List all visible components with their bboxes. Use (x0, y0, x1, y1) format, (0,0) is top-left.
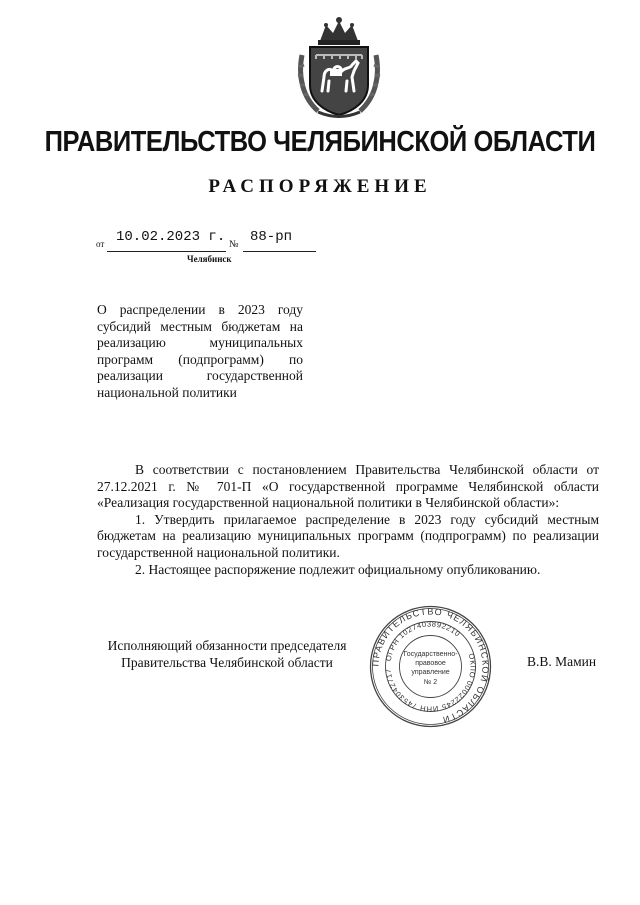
document-body (97, 462, 599, 578)
signer-title-line-1: Исполняющий обязанности председателя (107, 638, 347, 653)
stamp-center-line-2: правовое (415, 660, 446, 667)
stamp-inn: ИНН 7453042717 (383, 667, 439, 714)
document-type: РАСПОРЯЖЕНИЕ (208, 176, 432, 197)
body-paragraph-3: 2. Настоящее распоряжение подлежит официальному опубликованию. (135, 561, 541, 577)
document-date: 10.02.2023 г. (116, 229, 226, 245)
official-stamp (368, 604, 493, 729)
document-number: 88-рп (250, 229, 293, 245)
signer-title (97, 637, 357, 671)
stamp-center-line-3: управление (411, 669, 450, 676)
document-city: Челябинск (187, 254, 232, 264)
number-underline (243, 251, 316, 252)
body-paragraph-1: В соответствии с постановлением Правительства Челябинской области от 27.12.2021 г. № 701-П «О государственной программе Челябинской области «Реализация государственной национальной политики в Челябинской области»: (97, 462, 599, 511)
number-prefix: № (229, 239, 239, 250)
government-title: ПРАВИТЕЛЬСТВО ЧЕЛЯБИНСКОЙ ОБЛАСТИ (44, 126, 596, 158)
date-underline (107, 251, 226, 252)
stamp-outer-text: ПРАВИТЕЛЬСТВО ЧЕЛЯБИНСКОЙ ОБЛАСТИ (370, 606, 491, 726)
document-subject: О распределении в 2023 году субсидий местным бюджетам на реализацию муниципальных программ (подпрограмм) по реализации государственной национальной политики (97, 302, 303, 400)
date-prefix: от (96, 239, 105, 249)
signer-name: В.В. Мамин (527, 654, 597, 669)
coat-of-arms-icon (296, 15, 382, 118)
stamp-center-line-4: № 2 (423, 679, 438, 686)
stamp-ogrn: ОГРН 1027403892210 (383, 619, 463, 662)
stamp-center-line-1: Государственно- (403, 651, 458, 658)
signer-title-line-2: Правительства Челябинской области (121, 655, 333, 670)
stamp-okpo: ОКПО 00022245 (440, 652, 478, 712)
body-paragraph-2: 1. Утвердить прилагаемое распределение в 2023 году субсидий местным бюджетам на реализацию муниципальных программ (подпрограмм) по реализации государственной национальной политики. (97, 511, 599, 560)
